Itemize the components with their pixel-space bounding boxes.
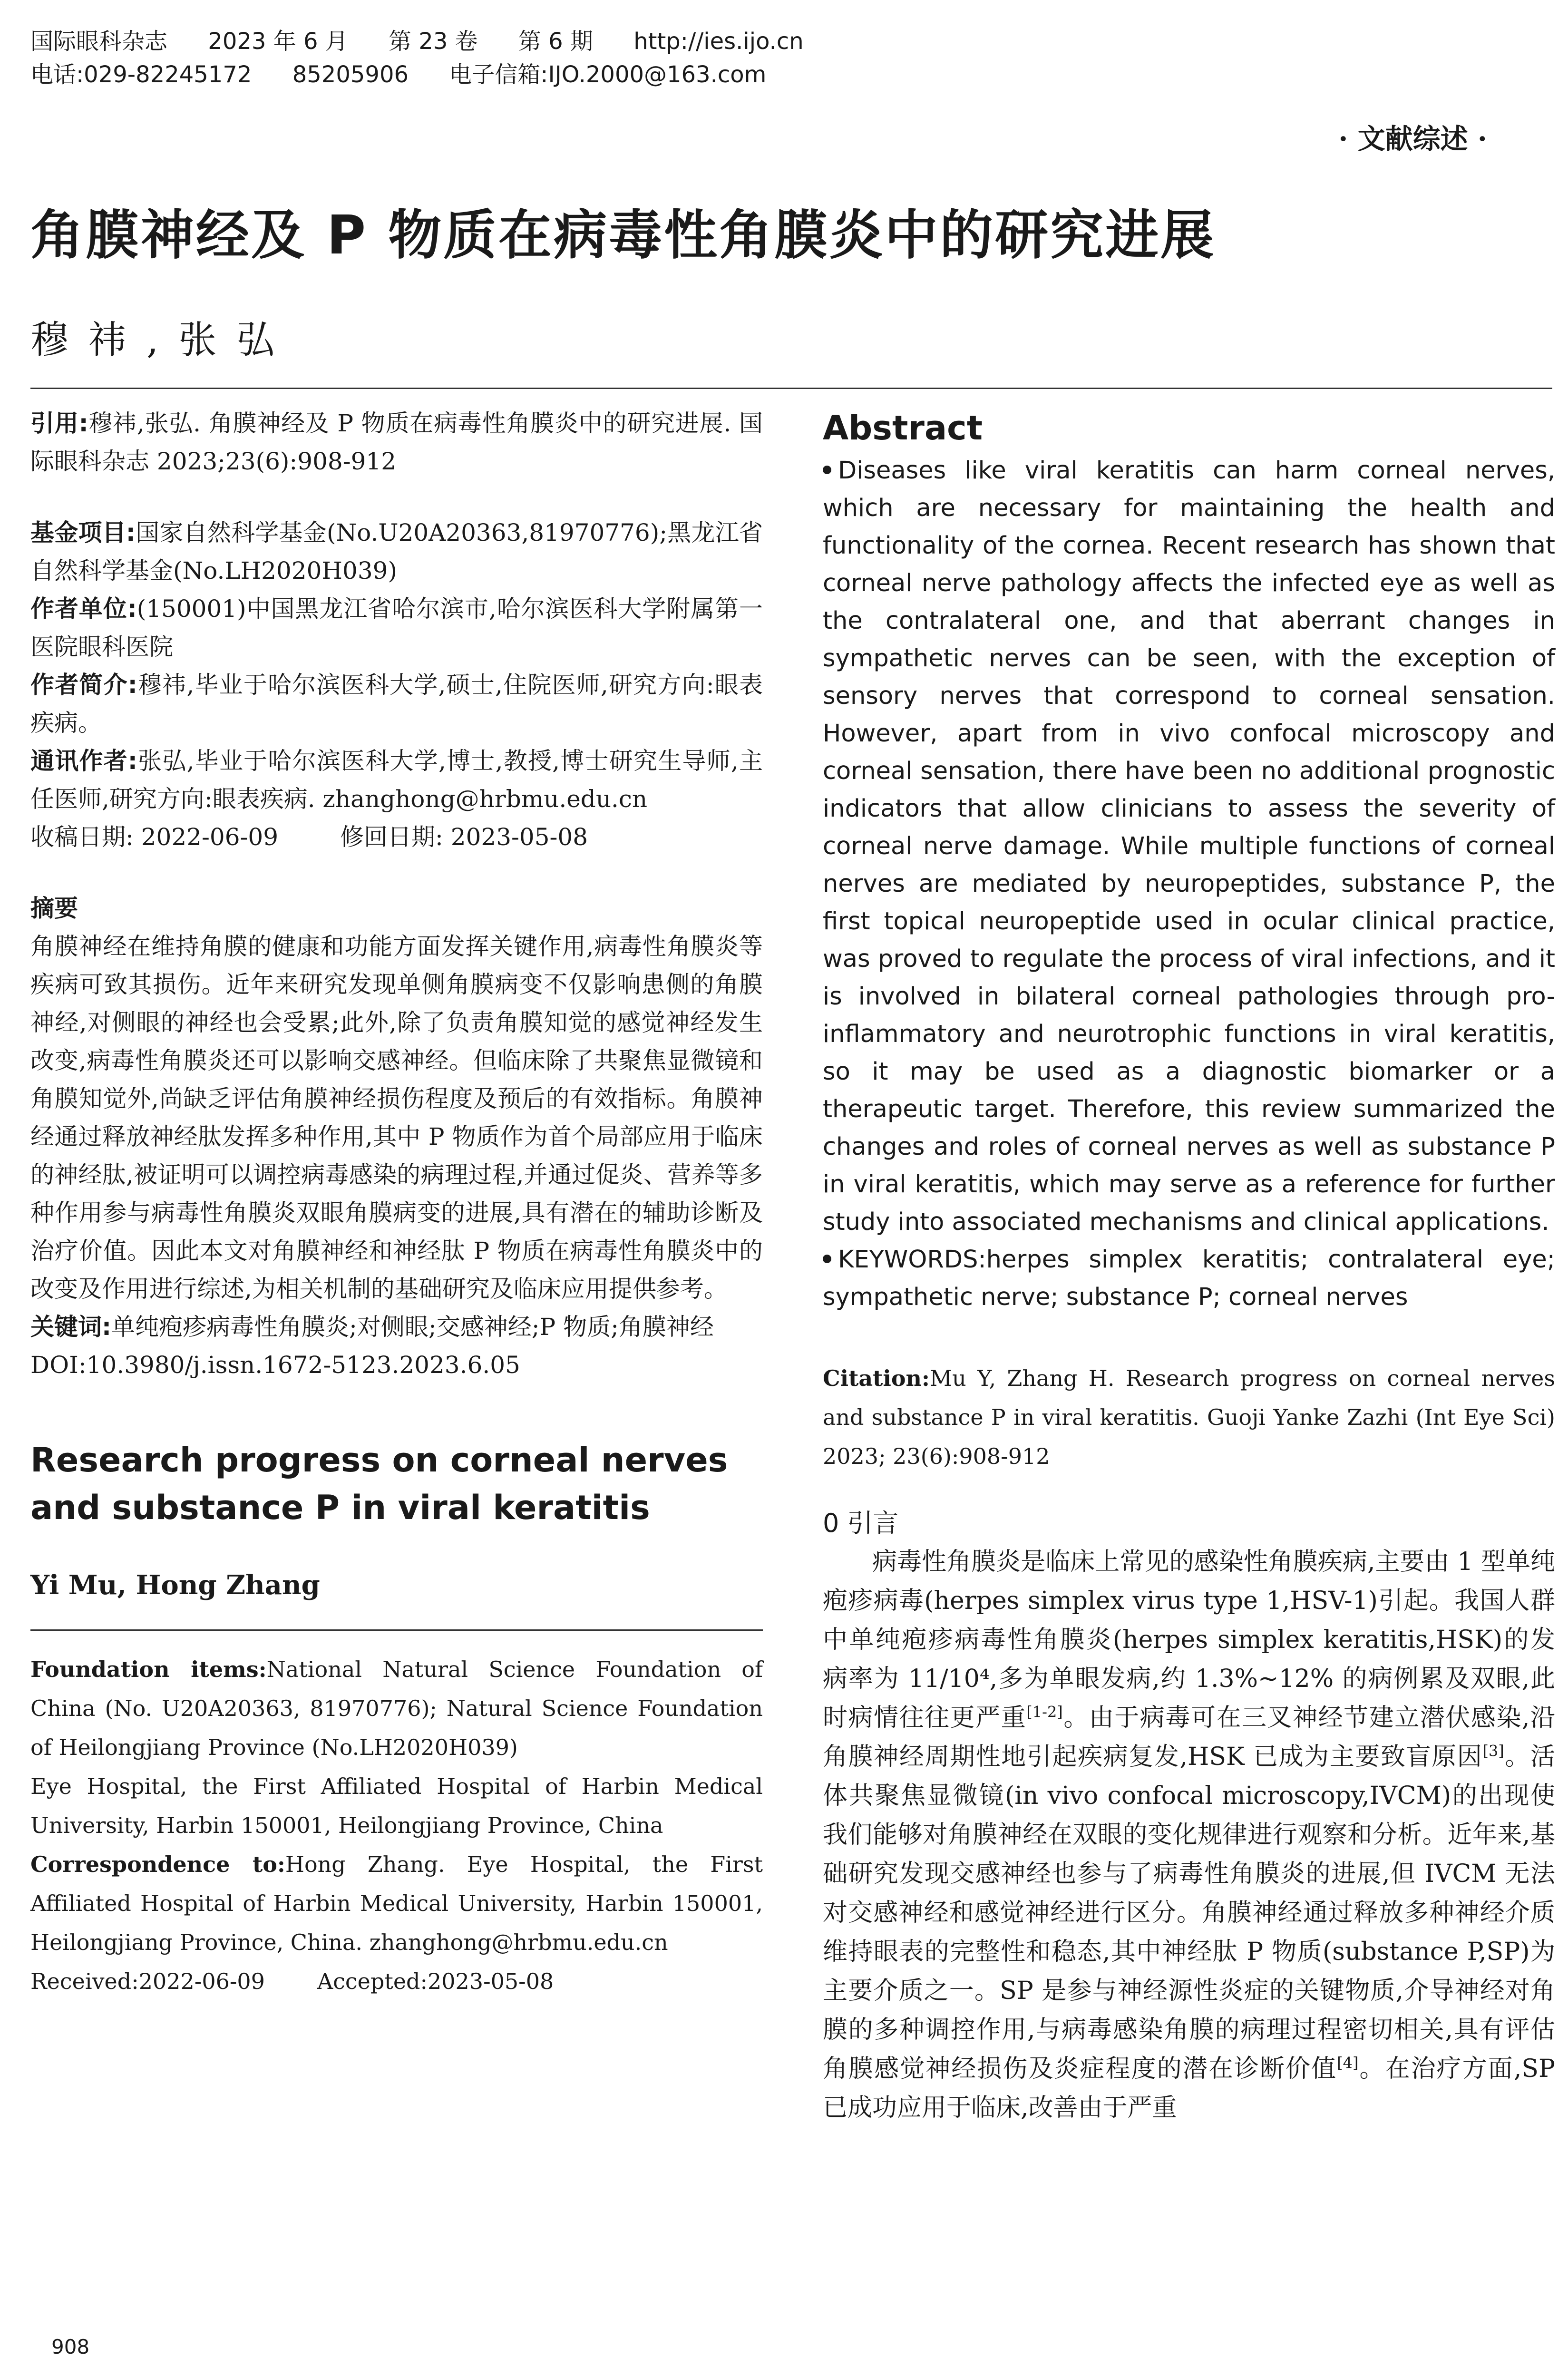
correspondence: Correspondence to:Hong Zhang. Eye Hospital, the First Affiliated Hospital of Harbin Medical University, Harbin 150001, Heilongjiang Province, China. zhanghong@hrbmu.edu.cn (30, 1851, 763, 1955)
article-authors: 穆祎,张弘 (30, 318, 295, 362)
en-citation: Citation:Mu Y, Zhang H. Research progress on corneal nerves and substance P in viral keratitis. Guoji Yanke Zazhi (Int Eye Sci) 2023; 23(6):908-912 (823, 1365, 1555, 1469)
english-authors: Yi Mu, Hong Zhang (30, 1569, 320, 1601)
ref-3[interactable]: [3] (1482, 1742, 1504, 1760)
cn-abstract-heading: 摘要 (30, 895, 78, 922)
abstract-body: Diseases like viral keratitis can harm corneal nerves, which are necessary for maintaining the health and functionality of the cornea. Recent research has shown that corneal nerve pathology affects the infected eye as well as the contralateral one, and that aberrant changes in sympathetic nerves can be seen, with the exception of sensory nerves that correspond to corneal sensation. However, apart from in vivo confocal microscopy and corneal sensation, there have been no additional prognostic indicators that allow clinicians to assess the severity of corneal nerve damage. While multiple functions of corneal nerves are mediated by neuropeptides, substance P, the first topical neuropeptide used in ocular clinical practice, was proved to regulate the process of viral infections, and it is involved in bilateral corneal pathologies through pro-inflammatory and neurotrophic functions in viral keratitis, so it may be used as a diagnostic biomarker or a therapeutic target. Therefore, this review summarized the changes and roles of corneal nerves as well as substance P in viral keratitis, which may serve as a reference for further study into associated mechanisms and clinical applications. (823, 457, 1555, 1236)
bullet-icon (823, 466, 831, 474)
page-number: 908 (51, 2335, 90, 2358)
email[interactable]: 电子信箱:IJO.2000@163.com (449, 61, 767, 88)
title-divider (30, 388, 1552, 389)
volume: 第 23 卷 (389, 28, 478, 55)
author-bio: 作者简介:穆祎,毕业于哈尔滨医科大学,硕士,住院医师,研究方向:眼表疾病。 (30, 671, 763, 737)
ref-4[interactable]: [4] (1337, 2054, 1359, 2072)
phone-2: 85205906 (292, 61, 409, 88)
bullet-icon (823, 1255, 831, 1263)
en-divider (30, 1629, 763, 1631)
phone: 电话:029-82245172 (30, 61, 252, 88)
right-column (823, 404, 1555, 2127)
cn-abstract-body: 角膜神经在维持角膜的健康和功能方面发挥关键作用,病毒性角膜炎等疾病可致其损伤。近年来研究发现单侧角膜病变不仅影响患侧的角膜神经,对侧眼的神经也会受累;此外,除了负责角膜知觉的感觉神经发生改变,病毒性角膜炎还可以影响交感神经。但临床除了共聚焦显微镜和角膜知觉外,尚缺乏评估角膜神经损伤程度及预后的有效指标。角膜神经通过释放神经肽发挥多种作用,其中 P 物质作为首个局部应用于临床的神经肽,被证明可以调控病毒感染的病理过程,并通过促炎、营养等多种作用参与病毒性角膜炎双眼角膜病变的进展,具有潜在的辅助诊断及治疗价值。因此本文对角膜神经和神经肽 P 物质在病毒性角膜炎中的改变及作用进行综述,为相关机制的基础研究及临床应用提供参考。 (30, 933, 763, 1303)
doi[interactable]: DOI:10.3980/j.issn.1672-5123.2023.6.05 (30, 1351, 520, 1379)
journal-url[interactable]: http://ies.ijo.cn (633, 28, 804, 55)
affiliation: Eye Hospital, the First Affiliated Hospital of Harbin Medical University, Harbin 150001, Heilongjiang Province, China (30, 1773, 763, 1838)
issue-date: 2023 年 6 月 (208, 28, 348, 55)
issue-number: 第 6 期 (518, 28, 593, 55)
corresponding-author: 通讯作者:张弘,毕业于哈尔滨医科大学,博士,教授,博士研究生导师,主任医师,研究方向:眼表疾病. zhanghong@hrbmu.edu.cn (30, 747, 763, 813)
intro-heading: 0 引言 (823, 1508, 899, 1538)
english-title: Research progress on corneal nerves and substance P in viral keratitis (30, 1441, 728, 1527)
running-header (30, 25, 934, 91)
abstract-heading: Abstract (823, 409, 983, 448)
dates: 收稿日期: 2022-06-09 修回日期: 2023-05-08 (30, 823, 588, 851)
ref-1-2[interactable]: [1-2] (1026, 1703, 1063, 1721)
journal-name: 国际眼科杂志 (30, 28, 168, 55)
left-column (30, 404, 763, 2001)
cn-citation: 引用:穆祎,张弘. 角膜神经及 P 物质在病毒性角膜炎中的研究进展. 国际眼科杂志 2023;23(6):908-912 (30, 409, 763, 475)
article-category: · 文献综述 · (1338, 123, 1487, 155)
cn-keywords: 关键词:单纯疱疹病毒性角膜炎;对侧眼;交感神经;P 物质;角膜神经 (30, 1313, 714, 1341)
intro-body: 病毒性角膜炎是临床上常见的感染性角膜疾病,主要由 1 型单纯疱疹病毒(herpes simplex virus type 1,HSV-1)引起。我国人群中单纯疱疹病毒性角膜炎(herpes simplex keratitis,HSK)的发病率为 11/10⁴,多为单眼发病,约 1.3%~12% 的病例累及双眼,此时病情往往更严重[1-2]。由于病毒可在三叉神经节建立潜伏感染,沿角膜神经周期性地引起疾病复发,HSK 已成为主要致盲原因[3]。活体共聚焦显微镜(in vivo confocal microscopy,IVCM)的出现使我们能够对角膜神经在双眼的变化规律进行观察和分析。近年来,基础研究发现交感神经也参与了病毒性角膜炎的进展,但 IVCM 无法对交感神经和感觉神经进行区分。角膜神经通过释放多种神经介质维持眼表的完整性和稳态,其中神经肽 P 物质(substance P,SP)为主要介质之一。SP 是参与神经源性炎症的关键物质,介导神经对角膜的多种调控作用,与病毒感染角膜的病理过程密切相关,具有评估角膜感觉神经损伤及炎症程度的潜在诊断价值[4]。在治疗方面,SP 已成功应用于临床,改善由于严重 (823, 1548, 1555, 2122)
author-unit: 作者单位:(150001)中国黑龙江省哈尔滨市,哈尔滨医科大学附属第一医院眼科医院 (30, 595, 763, 661)
en-keywords: KEYWORDS:herpes simplex keratitis; contralateral eye; sympathetic nerve; substance P; corneal nerves (823, 1246, 1555, 1311)
article-title: 角膜神经及 P 物质在病毒性角膜炎中的研究进展 (30, 205, 1216, 266)
received-accepted: Received:2022-06-09 Accepted:2023-05-08 (30, 1968, 554, 1994)
foundation-items: Foundation items:National Natural Science Foundation of China (No. U20A20363, 81970776); Natural Science Foundation of Heilongjiang Province (No.LH2020H039) (30, 1656, 763, 1760)
fund-info: 基金项目:国家自然科学基金(No.U20A20363,81970776);黑龙江省自然科学基金(No.LH2020H039) (30, 519, 763, 585)
